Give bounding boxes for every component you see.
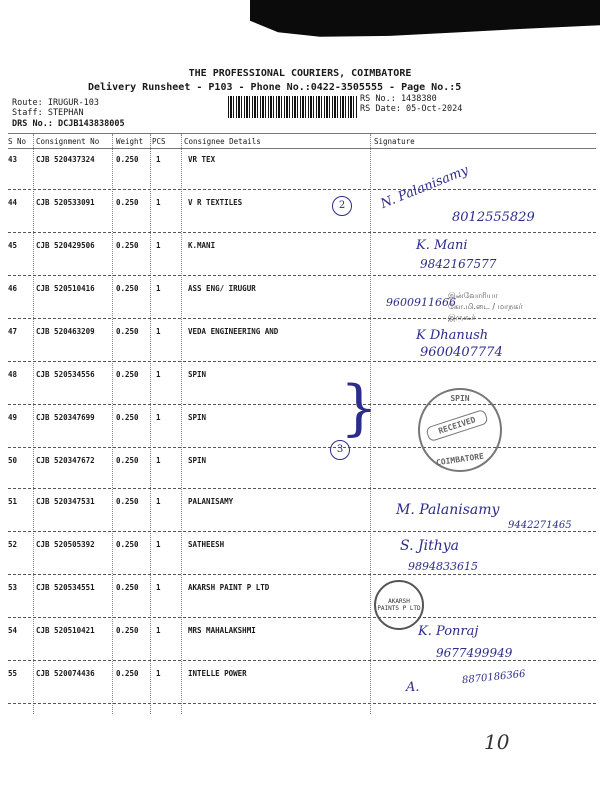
row-separator bbox=[8, 703, 596, 704]
row-weight: 0.250 bbox=[116, 370, 139, 379]
row-pcs: 1 bbox=[156, 284, 161, 293]
row-consignment: CJB 520510416 bbox=[36, 284, 95, 293]
tamil-stamp-line: கோ.மி.டை / மாநகர் bbox=[448, 302, 523, 311]
row-consignee: SATHEESH bbox=[188, 540, 225, 549]
row-consignee: INTELLE POWER bbox=[188, 669, 247, 678]
tamil-stamp-line: இருகூர் bbox=[448, 313, 476, 322]
row-weight: 0.250 bbox=[116, 540, 139, 549]
row-weight: 0.250 bbox=[116, 456, 139, 465]
runsheet-subtitle: Delivery Runsheet - P103 - Phone No.:0422-3505555 - Page No.:5 bbox=[88, 82, 462, 93]
signature-44: N. Palanisamy bbox=[378, 163, 471, 212]
row-consignment: CJB 520463209 bbox=[36, 327, 95, 336]
row-pcs: 1 bbox=[156, 155, 161, 164]
row-consignee: PALANISAMY bbox=[188, 497, 234, 506]
row-separator bbox=[8, 275, 596, 276]
row-consignee: MRS MAHALAKSHMI bbox=[188, 626, 256, 635]
row-pcs: 1 bbox=[156, 669, 161, 678]
stamp-received-text: RECEIVED bbox=[425, 409, 489, 442]
row-consignment: CJB 520429506 bbox=[36, 241, 95, 250]
row-weight: 0.250 bbox=[116, 413, 139, 422]
row-sno: 44 bbox=[8, 198, 18, 207]
col-pcs: PCS bbox=[152, 137, 166, 146]
scan-shadow bbox=[250, 0, 600, 46]
company-seal bbox=[374, 580, 424, 630]
row-weight: 0.250 bbox=[116, 241, 139, 250]
rs-number: RS No.: 1438380 bbox=[360, 94, 437, 104]
drs-number: DRS No.: DCJB143838005 bbox=[12, 119, 125, 129]
row-consignment: CJB 520074436 bbox=[36, 669, 95, 678]
received-stamp bbox=[418, 388, 502, 472]
circled-number-49: 3 bbox=[330, 440, 350, 460]
row-consignee: ASS ENG/ IRUGUR bbox=[188, 284, 256, 293]
row-pcs: 1 bbox=[156, 241, 161, 250]
row-sno: 54 bbox=[8, 626, 18, 635]
row-consignment: CJB 520505392 bbox=[36, 540, 95, 549]
row-sno: 53 bbox=[8, 583, 18, 592]
grouping-brace: } bbox=[340, 373, 379, 443]
stamp-top-text: SPIN bbox=[450, 394, 470, 403]
phone-47: 9600407774 bbox=[420, 345, 503, 360]
row-sno: 43 bbox=[8, 155, 18, 164]
row-weight: 0.250 bbox=[116, 284, 139, 293]
row-consignee: VR TEX bbox=[188, 155, 216, 164]
row-weight: 0.250 bbox=[116, 497, 139, 506]
phone-51: 9442271465 bbox=[508, 520, 572, 531]
row-sno: 52 bbox=[8, 540, 18, 549]
signature-47: K Dhanush bbox=[416, 328, 489, 343]
row-weight: 0.250 bbox=[116, 626, 139, 635]
row-consignee: V R TEXTILES bbox=[188, 198, 243, 207]
row-pcs: 1 bbox=[156, 540, 161, 549]
row-separator bbox=[8, 447, 596, 448]
row-separator bbox=[8, 232, 596, 233]
row-pcs: 1 bbox=[156, 497, 161, 506]
header-top-rule bbox=[8, 133, 596, 134]
row-consignment: CJB 520533091 bbox=[36, 198, 95, 207]
phone-44: 8012555829 bbox=[452, 210, 535, 225]
document-title: THE PROFESSIONAL COURIERS, COIMBATORE bbox=[188, 68, 412, 79]
row-sno: 50 bbox=[8, 456, 18, 465]
row-separator bbox=[8, 189, 596, 190]
row-sno: 46 bbox=[8, 284, 18, 293]
tamil-company-stamp bbox=[448, 290, 523, 323]
row-pcs: 1 bbox=[156, 413, 161, 422]
row-consignment: CJB 520510421 bbox=[36, 626, 95, 635]
signature-55: A. bbox=[406, 680, 420, 695]
row-separator bbox=[8, 531, 596, 532]
circled-number-44: 2 bbox=[332, 196, 352, 216]
row-sno: 51 bbox=[8, 497, 18, 506]
row-sno: 55 bbox=[8, 669, 18, 678]
row-consignee: AKARSH PAINT P LTD bbox=[188, 583, 270, 592]
seal-text: AKARSH PAINTS P LTD bbox=[377, 598, 421, 612]
row-weight: 0.250 bbox=[116, 155, 139, 164]
row-separator bbox=[8, 660, 596, 661]
row-pcs: 1 bbox=[156, 327, 161, 336]
signature-52: S. Jithya bbox=[400, 538, 459, 554]
row-separator bbox=[8, 574, 596, 575]
row-consignee: K.MANI bbox=[188, 241, 216, 250]
phone-46: 9600911666 bbox=[386, 296, 456, 309]
row-separator bbox=[8, 617, 596, 618]
row-pcs: 1 bbox=[156, 198, 161, 207]
row-pcs: 1 bbox=[156, 456, 161, 465]
row-separator bbox=[8, 404, 596, 405]
row-consignment: CJB 520437324 bbox=[36, 155, 95, 164]
signature-51: M. Palanisamy bbox=[396, 502, 500, 518]
stamp-bottom-text: COIMBATORE bbox=[435, 451, 485, 468]
col-weight: Weight bbox=[116, 137, 144, 146]
row-weight: 0.250 bbox=[116, 583, 139, 592]
row-consignment: CJB 520347672 bbox=[36, 456, 95, 465]
row-consignee: SPIN bbox=[188, 413, 207, 422]
row-weight: 0.250 bbox=[116, 198, 139, 207]
tamil-stamp-line: இன்வோரியா bbox=[448, 291, 498, 300]
row-consignee: SPIN bbox=[188, 456, 207, 465]
row-consignment: CJB 520534551 bbox=[36, 583, 95, 592]
col-signature: Signature bbox=[374, 137, 415, 146]
row-pcs: 1 bbox=[156, 370, 161, 379]
row-consignment: CJB 520347699 bbox=[36, 413, 95, 422]
row-pcs: 1 bbox=[156, 626, 161, 635]
signature-54: K. Ponraj bbox=[418, 624, 479, 639]
signature-45: K. Mani bbox=[416, 238, 468, 253]
phone-45: 9842167577 bbox=[420, 257, 497, 271]
row-sno: 48 bbox=[8, 370, 18, 379]
row-weight: 0.250 bbox=[116, 669, 139, 678]
row-separator bbox=[8, 488, 596, 489]
row-weight: 0.250 bbox=[116, 327, 139, 336]
row-consignee: SPIN bbox=[188, 370, 207, 379]
col-consignee: Consignee Details bbox=[184, 137, 261, 146]
row-sno: 47 bbox=[8, 327, 18, 336]
table-row bbox=[0, 453, 600, 496]
staff-label: Staff: STEPHAN bbox=[12, 108, 84, 118]
col-sno: S No bbox=[8, 137, 27, 146]
route-label: Route: IRUGUR-103 bbox=[12, 98, 99, 108]
row-consignee: VEDA ENGINEERING AND bbox=[188, 327, 279, 336]
row-consignment: CJB 520347531 bbox=[36, 497, 95, 506]
phone-54: 9677499949 bbox=[436, 646, 513, 660]
phone-55: 8870186366 bbox=[461, 668, 527, 687]
header-bottom-rule bbox=[8, 148, 596, 149]
handwritten-page-number: 10 bbox=[484, 730, 510, 754]
col-consignment: Consignment No bbox=[36, 137, 100, 146]
row-sno: 49 bbox=[8, 413, 18, 422]
rs-date: RS Date: 05-Oct-2024 bbox=[360, 104, 463, 114]
row-consignment: CJB 520534556 bbox=[36, 370, 95, 379]
row-separator bbox=[8, 361, 596, 362]
row-pcs: 1 bbox=[156, 583, 161, 592]
barcode bbox=[228, 96, 358, 118]
phone-52: 9894833615 bbox=[408, 560, 478, 573]
row-sno: 45 bbox=[8, 241, 18, 250]
